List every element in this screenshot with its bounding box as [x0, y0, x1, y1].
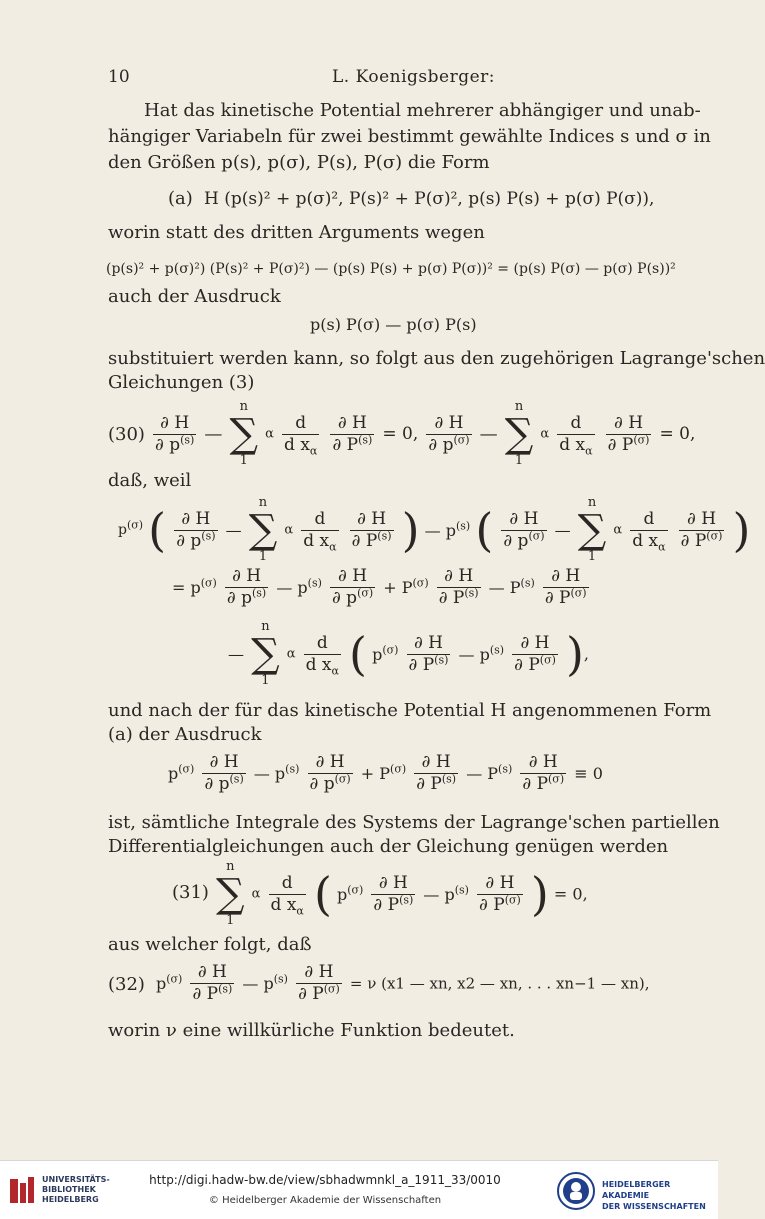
equation-identity: (p(s)² + p(σ)²) (P(s)² + P(σ)²) — (p(s) P(s) + p(σ) P(σ))² = (p(s) P(σ) — p(σ) P(s))²	[106, 261, 676, 277]
equation-30: $\frac{\partial H}{\partial p^{(s)}}$ — n ∑ 1 α $\frac{d}{d x_\alpha}$ $\frac{\partial H}{\partial P^{(s)}}$ = 0, $\frac{\partial H}{\partial p^{(\sigma)}}$ — n ∑ 1 α $\frac{d}{d x_\alpha}$ $\frac{\partial H}{\partial P^{(\sigma)}}$ = 0,	[155, 399, 696, 468]
equation-weil-line3: — n ∑ 1 α $\frac{d}{d x_\alpha}$ ( $p^{(\sigma)}$ $\frac{\partial H}{\partial P^{(s)}}$ — $p^{(s)}$ $\frac{\partial H}{\partial P^{(\sigma)}}$ ),	[228, 619, 590, 688]
paragraph-line: und nach der für das kinetische Potential H angenommenen Form	[108, 700, 712, 721]
equation-expression: p(s) P(σ) — p(σ) P(s)	[310, 315, 477, 334]
equation-label-30: (30)	[108, 424, 145, 445]
copyright-notice: © Heidelberger Akademie der Wissenschaften	[208, 1195, 442, 1206]
university-library-label: UNIVERSITÄTS- BIBLIOTHEK HEIDELBERG	[42, 1175, 110, 1204]
paragraph-line: Gleichungen (3)	[108, 372, 255, 393]
academy-name-line1: HEIDELBERGER AKADEMIE	[602, 1180, 671, 1200]
academy-seal-icon	[556, 1171, 596, 1211]
equation-label-a: (a)	[168, 188, 193, 209]
paragraph-line: worin ν eine willkürliche Funktion bedeutet.	[108, 1020, 515, 1041]
equation-31: n ∑ 1 α $\frac{d}{d x_\alpha}$ ( $p^{(\sigma)}$ $\frac{\partial H}{\partial P^{(s)}}$ — $p^{(s)}$ $\frac{\partial H}{\partial P^{(\sigma)}}$ ) = 0,	[216, 859, 588, 928]
viewer-footer	[0, 1160, 718, 1219]
equation-label-31: (31)	[172, 882, 209, 903]
paragraph-line: hängiger Variabeln für zwei bestimmt gewählte Indices s und σ in	[108, 126, 711, 147]
paragraph-line: Hat das kinetische Potential mehrerer abhängiger und unab-	[144, 100, 701, 121]
equation-a: H (p(s)² + p(σ)², P(s)² + P(σ)², p(s) P(s) + p(σ) P(σ)),	[204, 189, 655, 209]
paragraph-line: worin statt des dritten Arguments wegen	[108, 222, 485, 243]
paragraph-line: substituiert werden kann, so folgt aus den zugehörigen Lagrange'schen	[108, 348, 765, 369]
academy-name-line2: DER WISSENSCHAFTEN	[602, 1202, 706, 1211]
paragraph-line: ist, sämtliche Integrale des Systems der Lagrange'schen partiellen	[108, 812, 720, 833]
equation-32-rhs: = ν (x1 — xn, x2 — xn, . . . xn−1 — xn),	[349, 974, 650, 993]
permalink-url[interactable]: http://digi.hadw-bw.de/view/sbhadwmnkl_a_1911_33/0010	[149, 1173, 501, 1187]
university-library-logo-icon	[8, 1175, 36, 1207]
running-title: L. Koenigsberger:	[332, 67, 495, 87]
equation-32: $p^{(\sigma)}$ $\frac{\partial H}{\partial P^{(s)}}$ — $p^{(s)}$ $\frac{\partial H}{\partial P^{(\sigma)}}$ = ν (x1 — xn, x2 — xn, . . . xn−1 — xn),	[156, 962, 650, 1004]
equation-ausdruck: $p^{(\sigma)}$ $\frac{\partial H}{\partial p^{(s)}}$ — $p^{(s)}$ $\frac{\partial H}{\partial p^{(\sigma)}}$ + $P^{(\sigma)}$ $\frac{\partial H}{\partial P^{(s)}}$ — $P^{(s)}$ $\frac{\partial H}{\partial P^{(\sigma)}}$ ≡ 0	[168, 752, 603, 794]
paragraph-line: Differentialgleichungen auch der Gleichung genügen werden	[108, 836, 669, 857]
paragraph-line: den Größen p(s), p(σ), P(s), P(σ) die Form	[108, 152, 490, 173]
paragraph-line: daß, weil	[108, 470, 192, 491]
equation-weil: $p^{(\sigma)}$ ( $\frac{\partial H}{\partial p^{(s)}}$ — n ∑ 1 α $\frac{d}{d x_\alpha}$ $\frac{\partial H}{\partial P^{(s)}}$ ) — $p^{(s)}$ ( $\frac{\partial H}{\partial p^{(\sigma)}}$ — n ∑ 1 α $\frac{d}{d x_\alpha}$ $\frac{\partial H}{\partial P^{(\sigma)}}$ )	[118, 495, 751, 564]
equation-label-32: (32)	[108, 974, 145, 995]
paragraph-line: auch der Ausdruck	[108, 286, 281, 307]
paragraph-line: aus welcher folgt, daß	[108, 934, 312, 955]
paragraph-line: (a) der Ausdruck	[108, 724, 262, 745]
academy-name	[602, 1179, 718, 1212]
page-number: 10	[108, 67, 130, 87]
equation-weil-line2: = $p^{(\sigma)}$ $\frac{\partial H}{\partial p^{(s)}}$ — $p^{(s)}$ $\frac{\partial H}{\partial p^{(\sigma)}}$ + $P^{(\sigma)}$ $\frac{\partial H}{\partial P^{(s)}}$ — $P^{(s)}$ $\frac{\partial H}{\partial P^{(\sigma)}}$	[172, 566, 587, 608]
